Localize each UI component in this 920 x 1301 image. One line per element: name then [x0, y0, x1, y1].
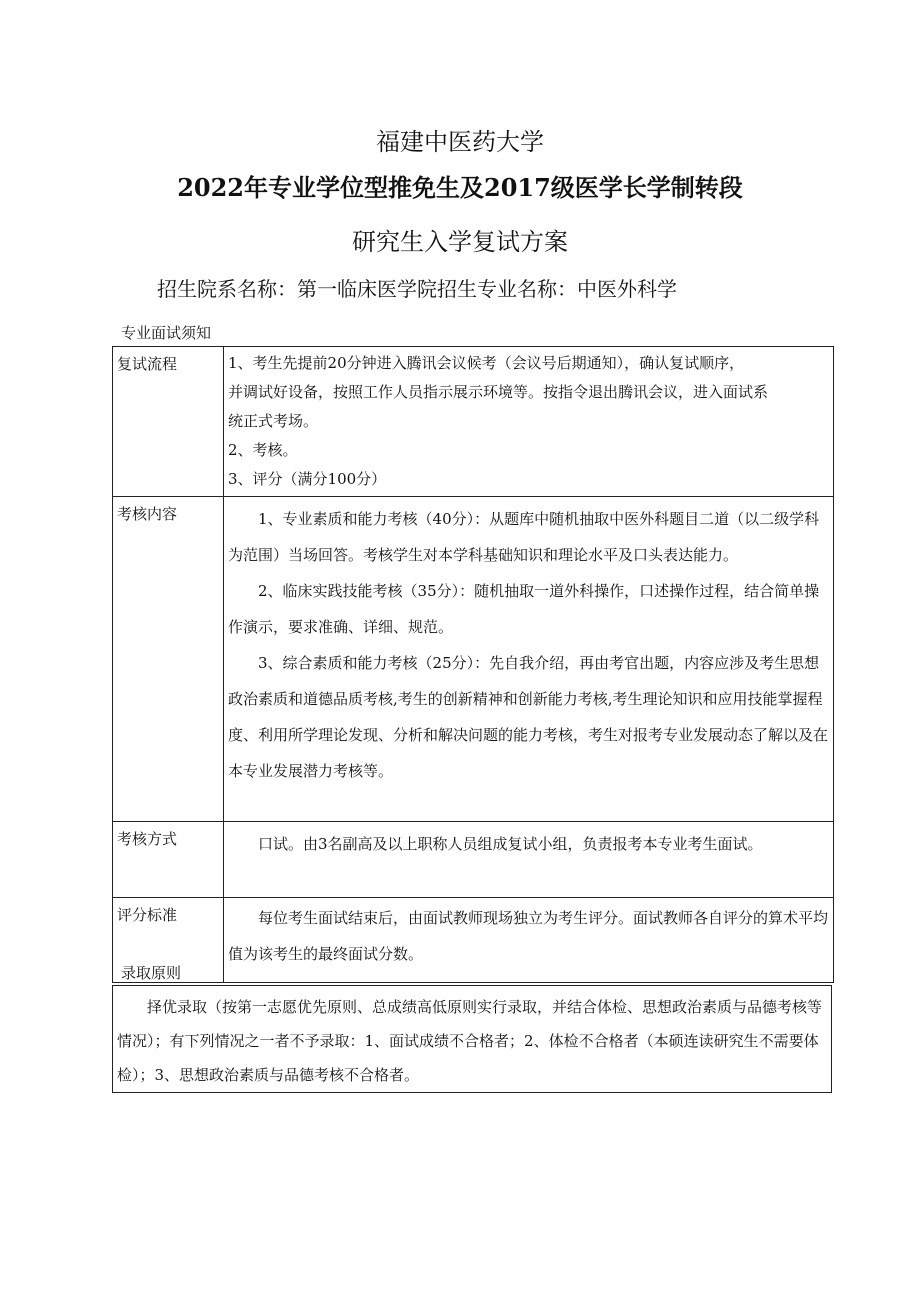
process-line: 2、考核。 — [228, 441, 298, 459]
interview-notice-table — [112, 346, 834, 983]
process-line: 3、评分（满分100分） — [228, 470, 387, 488]
process-line: 统正式考场。 — [228, 412, 319, 430]
scoring-paragraph: 每位考生面试结束后，由面试教师现场独立为考生评分。面试教师各自评分的算术平均值为该考生的最终面试分数。 — [228, 909, 829, 963]
plan-title: 研究生入学复试方案 — [352, 228, 568, 256]
process-line: 1、考生先提前20分钟进入腾讯会议候考（会议号后期通知），确认复试顺序， — [228, 354, 745, 372]
table-row — [113, 898, 834, 983]
admission-principle-text: 择优录取（按第一志愿优先原则、总成绩高低原则实行录取，并结合体检、思想政治素质与品德考核等情况）；有下列情况之一者不予录取：1、面试成绩不合格者；2、体检不合格者（本硕连读研究生不需要体检）；3、思想政治素质与品德考核不合格者。 — [117, 998, 823, 1084]
assessment-paragraph: 2、临床实践技能考核（35分）：随机抽取一道外科操作，口述操作过程，结合简单操作演示，要求准确、详细、规范。 — [228, 582, 820, 636]
row-label-content: 考核内容 — [113, 497, 224, 822]
row-label-process: 复试流程 — [113, 347, 224, 497]
method-content — [224, 822, 834, 898]
method-paragraph: 口试。由3名副高及以上职称人员组成复试小组，负责报考本专业考生面试。 — [258, 835, 763, 853]
program-title: 2022年专业学位型推免生及2017级医学长学制转段 — [177, 173, 743, 202]
university-title: 福建中医药大学 — [376, 128, 544, 156]
table-row — [113, 822, 834, 898]
admission-principle-label: 录取原则 — [121, 964, 182, 982]
table-row — [113, 347, 834, 497]
scoring-content — [224, 898, 834, 983]
assessment-paragraph: 3、综合素质和能力考核（25分）：先自我介绍，再由考官出题，内容应涉及考生思想政治素质和道德品质考核,考生的创新精神和创新能力考核,考生理论知识和应用技能掌握程度、利用所学理论发现、分析和解决问题的能力考核，考生对报考专业发展动态了解以及在本专业发展潜力考核等。 — [228, 654, 829, 780]
interview-notice-label: 专业面试须知 — [121, 324, 212, 342]
department-major-subtitle: 招生院系名称：第一临床医学院招生专业名称：中医外科学 — [157, 277, 677, 301]
assessment-paragraph: 1、专业素质和能力考核（40分）：从题库中随机抽取中医外科题目二道（以二级学科为范围）当场回答。考核学生对本学科基础知识和理论水平及口头表达能力。 — [228, 510, 820, 564]
process-line: 并调试好设备，按照工作人员指示展示环境等。按指令退出腾讯会议，进入面试系 — [228, 383, 769, 401]
admission-principle-box — [112, 985, 832, 1093]
assessment-content — [224, 497, 834, 822]
process-content — [224, 347, 834, 497]
row-label-scoring: 评分标准 — [113, 898, 224, 983]
table-row — [113, 497, 834, 822]
row-label-method: 考核方式 — [113, 822, 224, 898]
